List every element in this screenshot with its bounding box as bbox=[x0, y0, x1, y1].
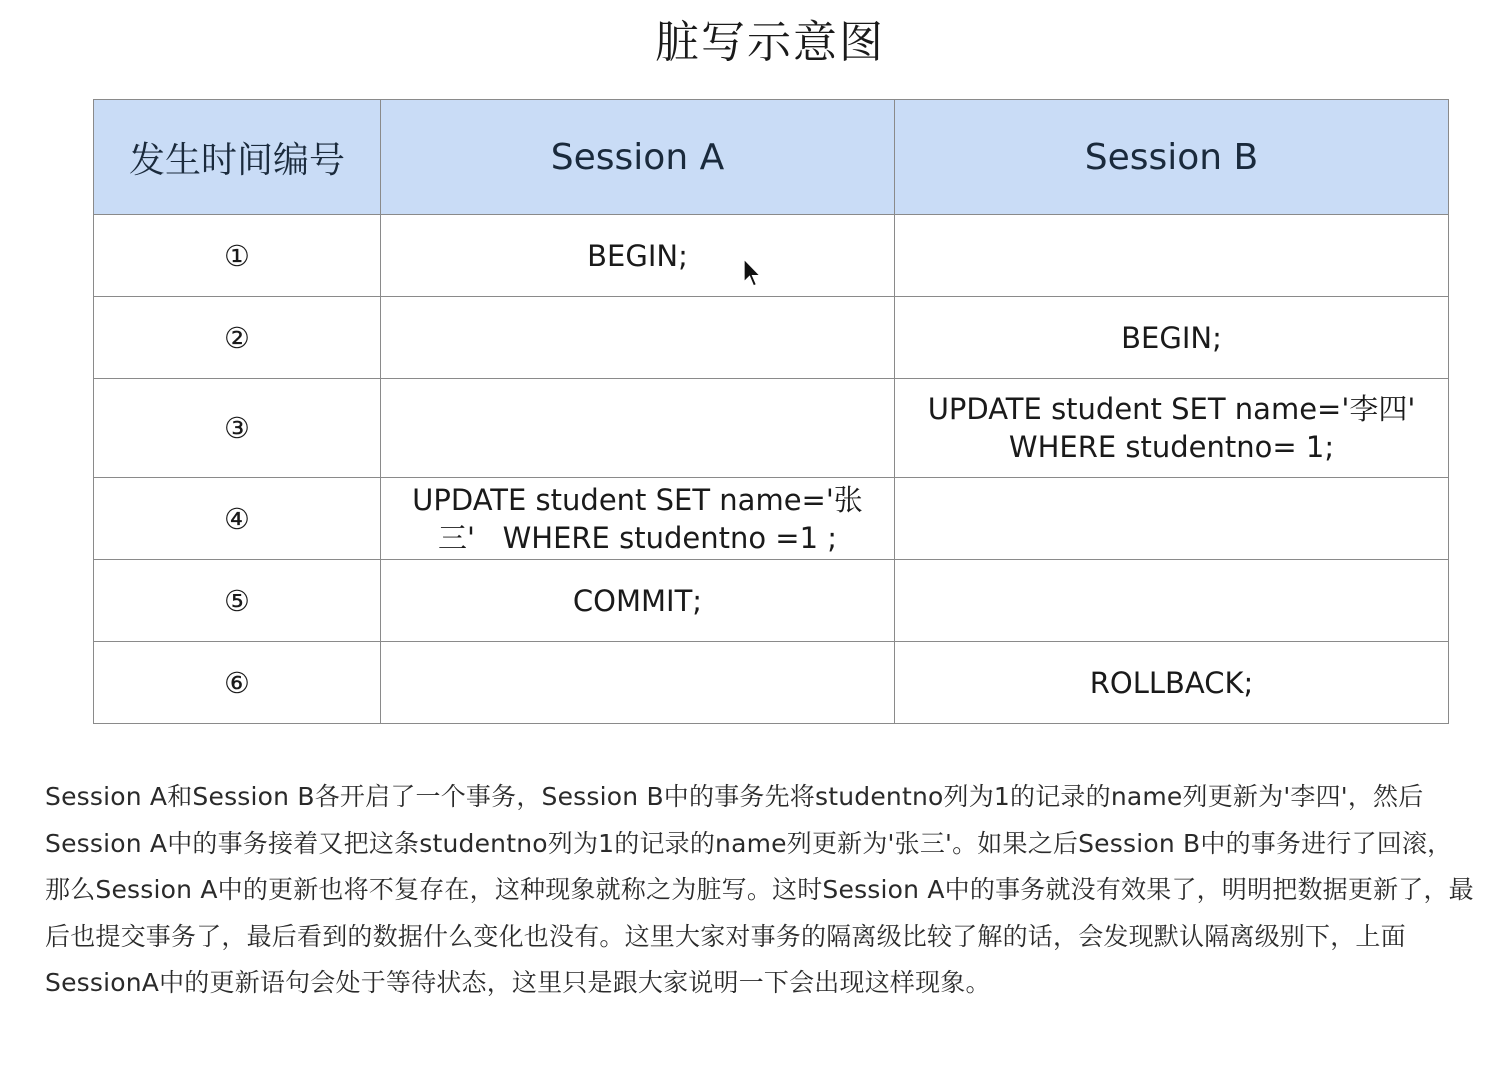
header-session-a: Session A bbox=[381, 100, 895, 215]
header-time-no: 发生时间编号 bbox=[94, 100, 381, 215]
session-a-cell bbox=[381, 642, 895, 724]
row-number: ⑤ bbox=[94, 560, 381, 642]
table-row bbox=[94, 297, 1449, 379]
row-number: ⑥ bbox=[94, 642, 381, 724]
page-title: 脏写示意图 bbox=[655, 17, 885, 68]
row-number: ③ bbox=[94, 379, 381, 478]
session-b-cell: UPDATE student SET name='李四' WHERE studentno= 1; bbox=[895, 379, 1449, 478]
row-number: ④ bbox=[94, 478, 381, 560]
table-row bbox=[94, 478, 1449, 560]
table-row bbox=[94, 642, 1449, 724]
row-number: ② bbox=[94, 297, 381, 379]
session-a-cell: BEGIN; bbox=[381, 215, 895, 297]
dirty-write-table bbox=[93, 99, 1449, 724]
table-row bbox=[94, 379, 1449, 478]
session-b-cell bbox=[895, 478, 1449, 560]
session-b-cell: BEGIN; bbox=[895, 297, 1449, 379]
session-b-cell bbox=[895, 560, 1449, 642]
table-row bbox=[94, 560, 1449, 642]
header-session-b: Session B bbox=[895, 100, 1449, 215]
session-a-cell bbox=[381, 379, 895, 478]
table-row bbox=[94, 215, 1449, 297]
session-a-cell: COMMIT; bbox=[381, 560, 895, 642]
session-b-cell bbox=[895, 215, 1449, 297]
session-a-cell bbox=[381, 297, 895, 379]
mouse-pointer-icon bbox=[742, 258, 762, 290]
explanation-paragraph: Session A和Session B各开启了一个事务，Session B中的事务先将studentno列为1的记录的name列更新为'李四'，然后Session A中的事务接着又把这条studentno列为1的记录的name列更新为'张三'。如果之后Session B中的事务进行了回滚，那么Session A中的更新也将不复存在，这种现象就称之为脏写。这时Session A中的事务就没有效果了，明明把数据更新了，最后也提交事务了，最后看到的数据什么变化也没有。这里大家对事务的隔离级比较了解的话，会发现默认隔离级别下，上面SessionA中的更新语句会处于等待状态，这里只是跟大家说明一下会出现这样现象。 bbox=[45, 782, 1474, 997]
row-number: ① bbox=[94, 215, 381, 297]
session-b-cell: ROLLBACK; bbox=[895, 642, 1449, 724]
table-header-row bbox=[94, 100, 1449, 215]
session-a-cell: UPDATE student SET name='张 三' WHERE studentno =1 ; bbox=[381, 478, 895, 560]
